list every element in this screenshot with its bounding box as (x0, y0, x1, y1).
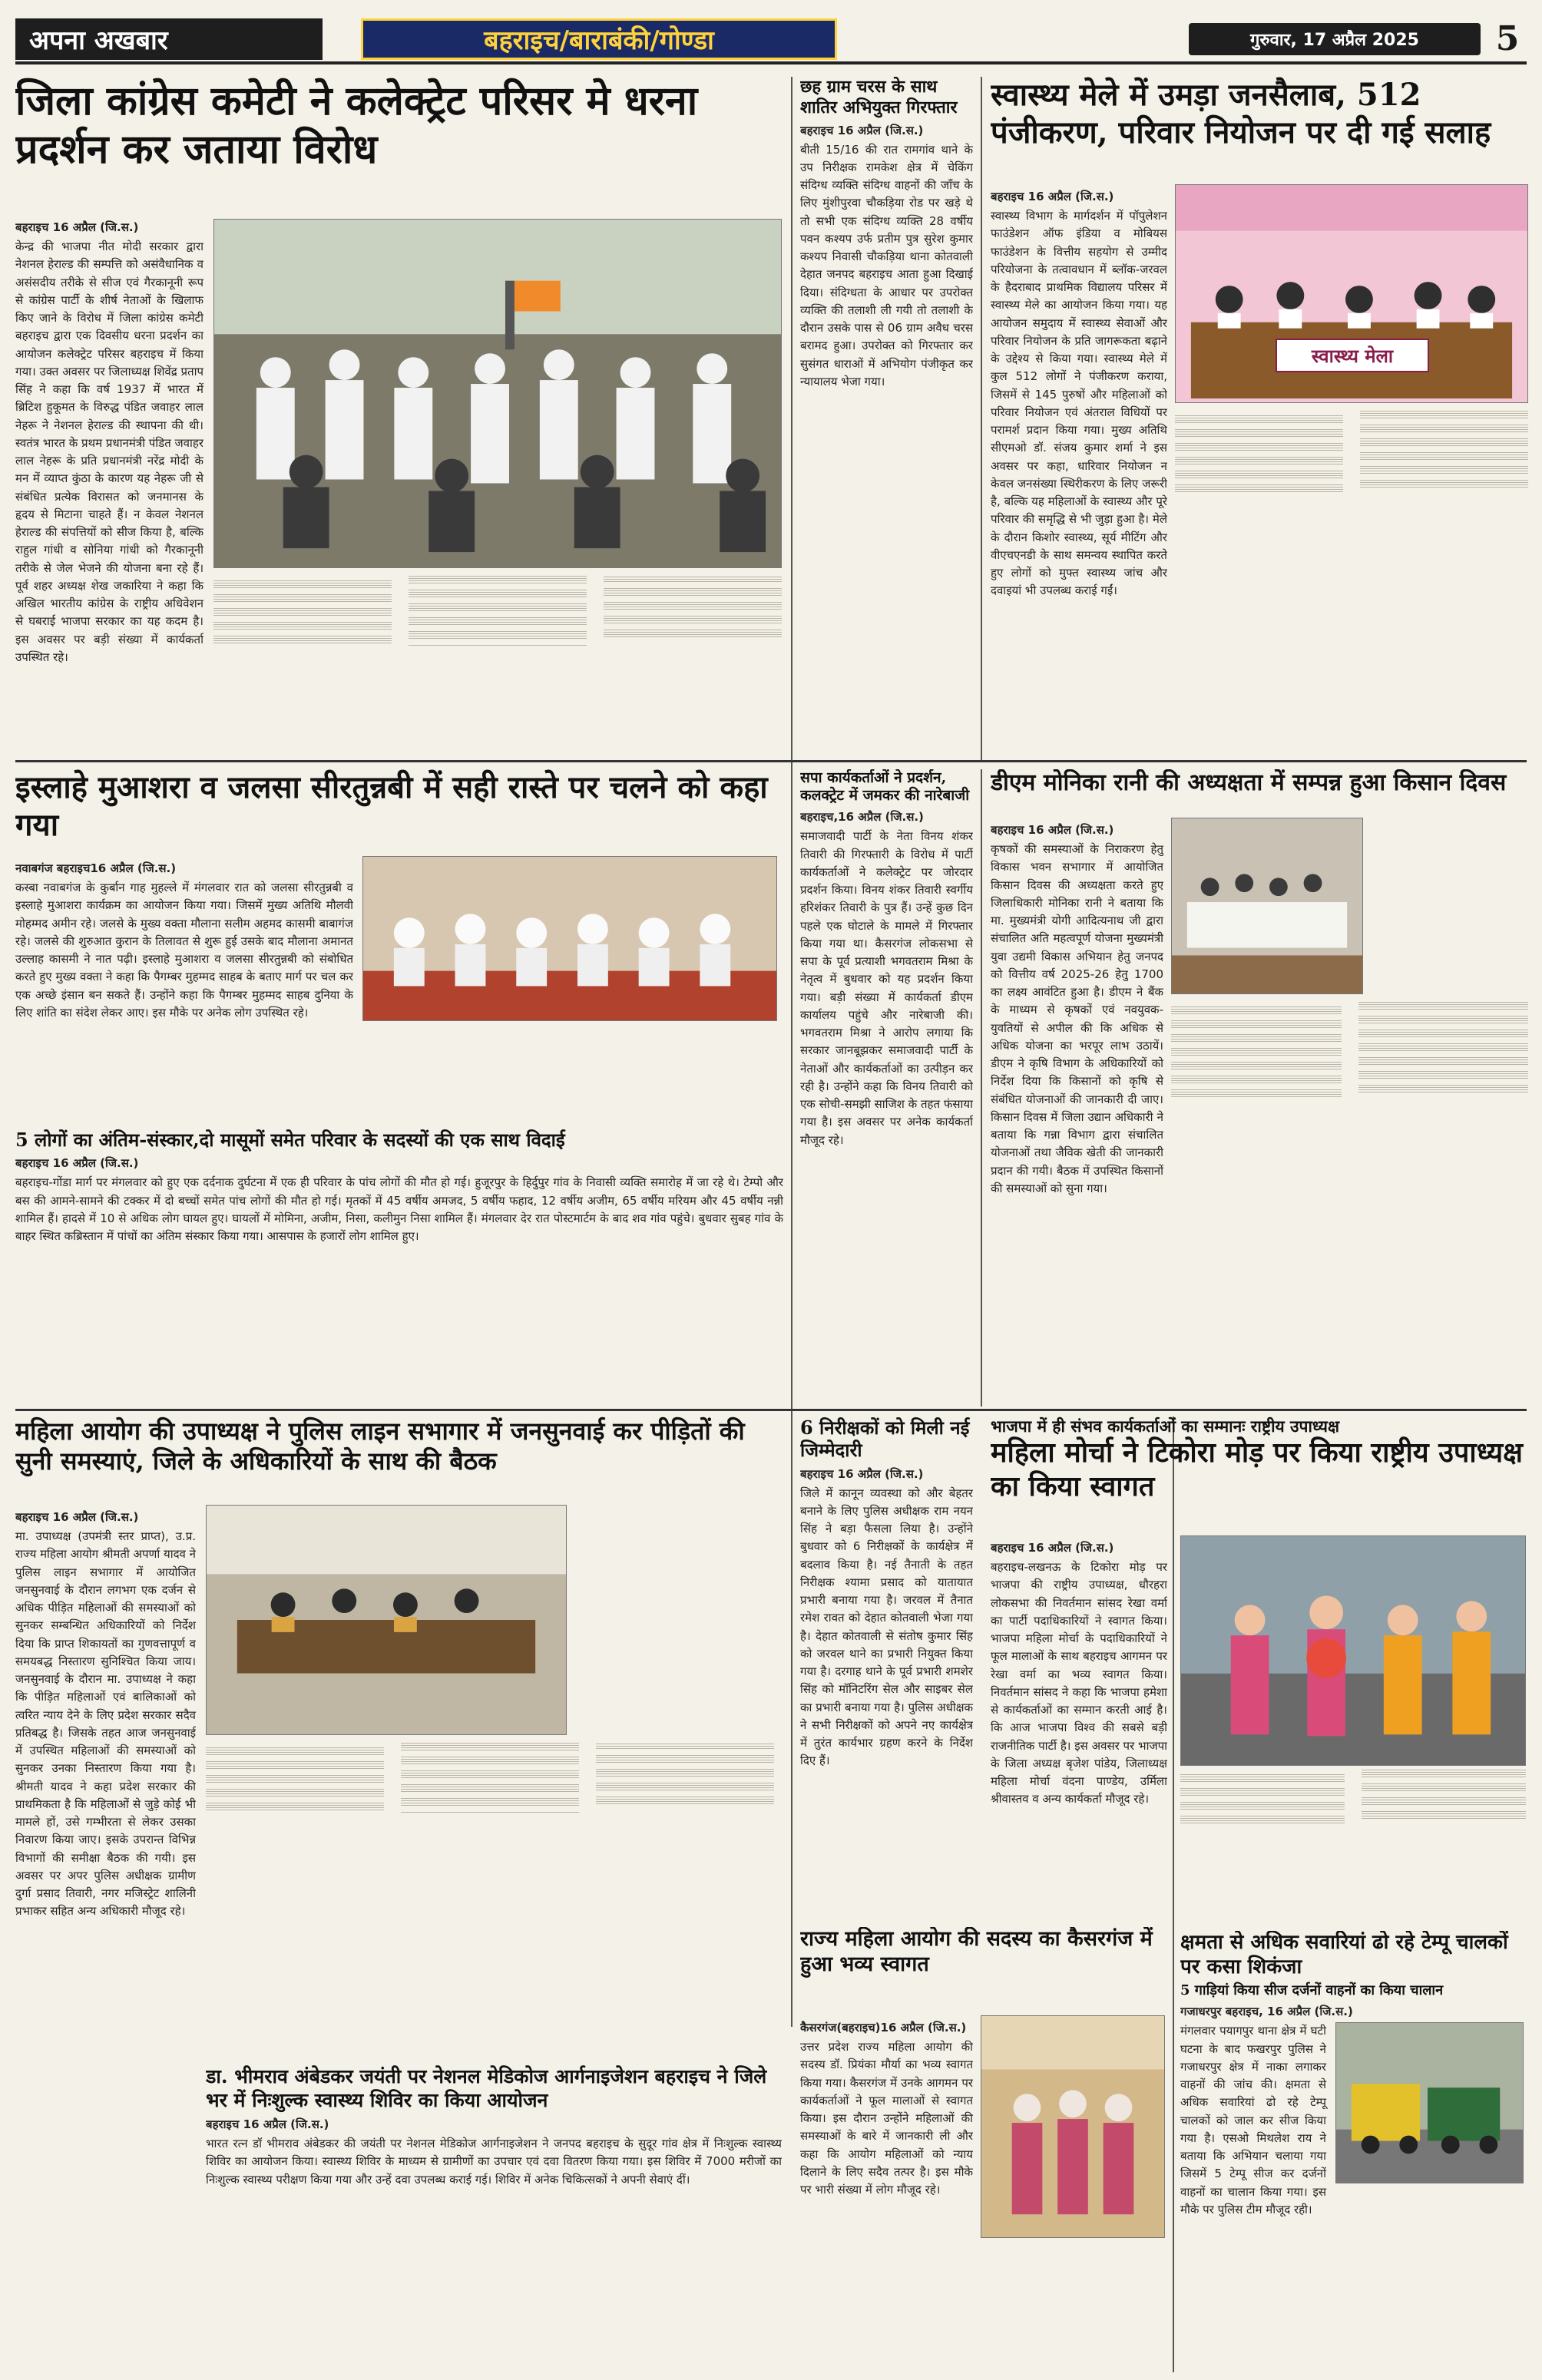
headline: क्षमता से अधिक सवारियां ढो रहे टेम्पू चालकों पर कसा शिकंजा (1180, 1931, 1508, 1978)
masthead (15, 17, 1527, 64)
story-kaisarganj-body (800, 2015, 973, 2372)
story-kisan-diwas-cont (1171, 1002, 1528, 1409)
article-body: जिले में कानून व्यवस्था को और बेहतर बनाने के लिए पुलिस अधीक्षक राम नयन सिंह ने बड़ा फैसला लिया है। उन्होंने बुधवार को 6 निरीक्षकों के कार्यक्षेत्र में बदलाव किया है। नई तैनाती के तहत निरीक्षक श्यामा प्रसाद को यातायात प्रभारी बनाया गया है। जरवल में तैनात रमेश रावत को देहात कोतवाली भेजा गया है। देहात कोतवाली से संतोष कुमार सिंह को जरवल थाने का प्रभारी नियुक्त किया गया है। दरगाह थाने के पूर्व प्रभारी शमशेर सिंह को मॉनिटरिंग सेल और साइबर सेल का प्रभारी बनाया गया है। पुलिस अधीक्षक ने सभी निरीक्षकों को अपने नए कार्यक्षेत्र में तुरंत कार्यभार ग्रहण करने के निर्देश दिए हैं। (800, 1486, 973, 1768)
article-body: कस्बा नवाबगंज के कुर्बान गाह मुहल्ले में मंगलवार रात को जलसा सीरतुन्नबी व इस्लाहे मुआशरा कार्यक्रम का आयोजन किया गया। जिसमें मुख्य अतिथि मौलवी मोहम्मद अमीन रहे। जलसे के मुख्य वक्ता मौलाना सलीम अहमद कासमी बाबागंज रहे। जलसे की शुरुआत कुरान के तिलावत से शुरू हुई उसके बाद मौलाना अमानत उल्लाह कासमी ने नात पढ़ी। इस्लाहे मुआशरा व जलसा सीरतुन्नबी को संबोधित करते हुए मुख्य वक्ता ने कहा कि पैगम्बर मुहम्मद साहब के बताए मार्ग पर चल कर एक अच्छे इंसान बन सकते हैं। उन्होंने कहा कि पैगम्बर मुहम्मद साहब दुनिया के लिए शांति का संदेश लेकर आए। इस मौके पर अनेक लोग उपस्थित रहे। (15, 881, 353, 1020)
masthead-left: अपना अखबार (15, 18, 323, 60)
article-body-cont (1171, 1002, 1528, 1101)
photo-jalsa (362, 856, 777, 1021)
column-rule (791, 77, 793, 2027)
dateline: बहराइच 16 अप्रैल (जि.स.) (206, 2117, 329, 2131)
headline: राज्य महिला आयोग की सदस्य का कैसरगंज में हुआ भव्य स्वागत (800, 1927, 1153, 1976)
headline: छह ग्राम चरस के साथ शातिर अभियुक्त गिरफ्तार (800, 77, 958, 117)
story-mahila-morcha (991, 1416, 1528, 1532)
dateline: बहराइच 16 अप्रैल (जि.स.) (800, 1466, 924, 1481)
masthead-date: गुरुवार, 17 अप्रैल 2025 (1189, 23, 1481, 55)
headline: इस्लाहे मुआशरा व जलसा सीरतुन्नबी में सही रास्ते पर चलने को कहा गया (15, 769, 768, 843)
story-congress-protest-body-left (15, 215, 204, 752)
photo-janasunwai (206, 1505, 567, 1735)
dateline: बहराइच 16 अप्रैल (जि.स.) (991, 190, 1114, 203)
column-rule (981, 769, 982, 1407)
headline: डा. भीमराव अंबेडकर जयंती पर नेशनल मेडिकोज आर्गनाइजेशन बहराइच ने जिले भर में निःशुल्क स्वास्थ्य शिविर का किया आयोजन (206, 2065, 767, 2111)
story-mahila-aayog-cont (206, 1743, 774, 2065)
story-mahila-aayog (15, 1416, 783, 1501)
story-inspectors (800, 1416, 973, 1923)
photo-kaisarganj (981, 2015, 1165, 2238)
story-charas-arrest (800, 77, 973, 760)
article-body: बहराइच-गोंडा मार्ग पर मंगलवार को हुए एक दर्दनाक दुर्घटना में एक ही परिवार के पांच लोगों की मौत हो गई। हुजूरपुर के हिर्दुपुर गांव के निवासी व्यक्ति समारोह में जा रहे थे। टेम्पो और बस की आमने-सामने की टक्कर में दो बच्चों समेत पांच लोगों की मौत हो गई। मृतकों में 45 वर्षीय अमजद, 5 वर्षीय फहाद, 12 वर्षीय अजीम, 65 वर्षीय मरियम और 45 वर्षीय नन्नी शामिल हैं। हादसे में 10 से अधिक लोग घायल हुए। घायलों में मोमिना, अजीम, निसा, कलीमुन निसा शामिल हैं। मंगलवार देर रात पोस्टमार्टम के बाद शव गांव पहुंचे। बुधवार सुबह गांव के बाहर स्थित कब्रिस्तान में पांचों का अंतिम संस्कार किया गया। आसपास के हजारों लोग शामिल हुए। (15, 1175, 783, 1244)
story-congress-protest-body-cont (213, 576, 782, 756)
story-medical-camp (206, 2065, 782, 2372)
story-health-fair-cont (1175, 411, 1528, 756)
dateline: बहराइच 16 अप्रैल (जि.स.) (991, 1541, 1114, 1555)
article-body-cont (213, 576, 782, 646)
story-islahe-muashra (15, 769, 783, 854)
story-kaisarganj (800, 1927, 1169, 2011)
dateline: कैसरगंज(बहराइच)16 अप्रैल (जि.स.) (800, 2021, 967, 2035)
page-number: 5 (1495, 18, 1520, 58)
dateline: बहराइच 16 अप्रैल (जि.स.) (991, 823, 1114, 837)
subhead: 5 गाड़ियां किया सीज दर्जनों वाहनों का किया चालान (1180, 1982, 1444, 1999)
story-sp-protest (800, 769, 973, 1407)
article-body: कृषकों की समस्याओं के निराकरण हेतु विकास भवन सभागार में आयोजित किसान दिवस की अध्यक्षता करते हुए जिलाधिकारी मोनिका रानी ने बताया कि मा. मुख्यमंत्री योगी आदित्यनाथ जी द्वारा संचालित अति महत्वपूर्ण योजना मुख्यमंत्री युवा उद्यमी विकास अभियान हेतु जनपद को वित्तीय वर्ष 2025-26 हेतु 1700 का लक्ष्य आवंटित हुआ है। डीएम ने बैंक के माध्यम से कृषकों एवं नवयुवक-युवतियों से अपील की कि अधिक से अधिक योजना का भरपूर लाभ उठायें। डीएम ने कृषि विभाग के अधिकारियों को निर्देश दिया कि किसानों को कृषि से संबंधित योजनाओं की जानकारी दी जाए। किसान दिवस में जिला उद्यान अधिकारी ने बताया कि गन्ना विभाग द्वारा संचालित योजनाओं तथा जैविक खेती की जानकारी प्रदान की गयी। बैठक में उपस्थित किसानों की समस्याओं को सुना गया। (991, 842, 1163, 1195)
photo-mahila-morcha (1180, 1535, 1526, 1766)
story-islahe-muashra-body (15, 856, 353, 1125)
dateline: बहराइच 16 अप्रैल (जि.स.) (15, 1156, 139, 1171)
article-body: बहराइच-लखनऊ के टिकोरा मोड़ पर भाजपा की राष्ट्रीय उपाध्यक्ष, धौरहरा लोकसभा की निवर्तमान सांसद रेखा वर्मा का पार्टी पदाधिकारियों ने स्वागत किया। भाजपा महिला मोर्चा के पदाधिकारियों ने फूल मालाओं के साथ बहराइच आगमन पर रेखा वर्मा का भव्य स्वागत किया। निवर्तमान सांसद ने कहा कि भाजपा हमेशा से कार्यकर्ताओं का सम्मान करती आई है। कि आज भाजपा विश्व की सबसे बड़ी राजनीतिक पार्टी है। इस अवसर पर भाजपा के जिला अध्यक्ष बृजेश पांडेय, जिलाध्यक्ष महिला मोर्चा वंदना पाण्डेय, उर्मिला श्रीवास्तव व अन्य कार्यकर्ता मौजूद रहे। (991, 1560, 1167, 1806)
section-rule (15, 1409, 1527, 1411)
masthead-edition: बहराइच/बाराबंकी/गोण्डा (361, 18, 837, 60)
article-body: भारत रत्न डॉ भीमराव अंबेडकर की जयंती पर नेशनल मेडिकोज आर्गनाइजेशन ने जनपद बहराइच के सुदूर गांव क्षेत्र में निःशुल्क स्वास्थ्य शिविर का आयोजन किया। स्वास्थ्य शिविर के माध्यम से ग्रामीणों का उपचार एवं दवा वितरण किया गया। इस शिविर में 7000 मरीजों का निःशुल्क स्वास्थ्य परीक्षण किया गया और उन्हें दवा उपलब्ध कराई गई। शिविर में अनेक चिकित्सकों ने अपनी सेवाएं दीं। (206, 2137, 782, 2187)
article-body-cont (1175, 411, 1528, 496)
article-body: उत्तर प्रदेश राज्य महिला आयोग की सदस्य डॉ. प्रियंका मौर्या का भव्य स्वागत किया गया। कैसरगंज में उनके आगमन पर कार्यकर्ताओं ने फूल मालाओं से स्वागत किया। इस दौरान उन्होंने महिलाओं की समस्याओं के बारे में जानकारी ली और कहा कि आयोग महिलाओं को न्याय दिलाने के लिए सदैव तत्पर है। इस मौके पर भारी संख्या में लोग मौजूद रहे। (800, 2040, 973, 2197)
headline: डीएम मोनिका रानी की अध्यक्षता में सम्पन्न हुआ किसान दिवस (991, 769, 1507, 796)
dateline: गजाधरपुर बहराइच, 16 अप्रैल (जि.स.) (1180, 2005, 1353, 2019)
photo-congress-dharna (213, 219, 782, 568)
story-mahila-morcha-cont (1180, 1770, 1526, 1923)
health-fair-banner: स्वास्थ्य मेला (1276, 339, 1429, 372)
story-health-fair-body (991, 184, 1167, 752)
story-mahila-morcha-body (991, 1535, 1167, 1919)
headline: 6 निरीक्षकों को मिली नई जिम्मेदारी (800, 1416, 970, 1462)
kicker: भाजपा में ही संभव कार्यकर्ताओं का सम्मानः राष्ट्रीय उपाध्यक्ष (991, 1416, 1340, 1436)
headline: महिला आयोग की उपाध्यक्ष ने पुलिस लाइन सभागार में जनसुनवाई कर पीड़ितों की सुनी समस्याएं, जिले के अधिकारियों के साथ की बैठक (15, 1416, 745, 1476)
article-body-cont (206, 1743, 774, 1813)
headline: महिला मोर्चा ने टिकोरा मोड़ पर किया राष्ट्रीय उपाध्यक्ष का किया स्वागत (991, 1436, 1523, 1502)
article-body: समाजवादी पार्टी के नेता विनय शंकर तिवारी की गिरफ्तारी के विरोध में पार्टी कार्यकर्ताओं ने कलेक्ट्रेट पर जोरदार प्रदर्शन किया। विनय शंकर तिवारी स्वर्गीय हरिशंकर तिवारी के पुत्र हैं। उन्हें कुछ दिन पहले एक घोटाले के मामले में गिरफ्तार किया गया था। कैसरगंज लोकसभा से सपा के पूर्व प्रत्याशी भगवतराम मिश्रा के नेतृत्व में बुधवार को यह प्रदर्शन किया गया। बड़ी संख्या में कार्यकर्ता डीएम कार्यालय पहुंचे और नारेबाजी की। भगवतराम मिश्रा ने आरोप लगाया कि सरकार जानबूझकर समाजवादी पार्टी के नेताओं और कार्यकर्ताओं का उत्पीड़न कर रही है। उन्होंने कहा कि विनय तिवारी को एक सोची-समझी साजिश के तहत फंसाया गया है। इस अवसर पर अनेक कार्यकर्ता मौजूद रहे। (800, 829, 973, 1147)
article-body: मा. उपाध्यक्ष (उपमंत्री स्तर प्राप्त), उ.प्र. राज्य महिला आयोग श्रीमती अपर्णा यादव ने पुलिस लाइन सभागार में आयोजित जनसुनवाई के दौरान लगभग एक दर्जन से अधिक पीड़ित महिलाओं की समस्याओं को सुनकर सम्बन्धित अधिकारियों को निर्देश दिया कि प्राप्त शिकायतों का गुणवत्तापूर्ण व समयबद्ध निस्तारण सुनिश्चित किया जाय। जनसुनवाई के दौरान मा. उपाध्यक्ष ने कहा कि पीड़ित महिलाओं एवं बालिकाओं को त्वरित न्याय देने के लिए प्रदेश सरकार सदैव प्रतिबद्ध है। जिसके तहत आज जनसुनवाई में उपस्थित महिलाओं की समस्याओं को सुनकर उनका निस्तारण किया गया है। श्रीमती यादव ने कहा प्रदेश सरकार की प्राथमिकता है कि महिलाओं से जुड़े कोई भी मामले हों, उसे गम्भीरता से लेकर उसका निवारण किया जाए। इसके उपरान्त विभिन्न विभागों की समीक्षा बैठक की गयी। इस अवसर पर अपर पुलिस अधीक्षक ग्रामीण दुर्गा प्रसाद तिवारी, नगर मजिस्ट्रेट शालिनी प्रभाकर सहित अन्य अधिकारी मौजूद रहे। (15, 1529, 196, 1919)
tempo-layout (1180, 2022, 1526, 2219)
story-mahila-aayog-body (15, 1505, 196, 2372)
dateline: बहराइच 16 अप्रैल (जि.स.) (800, 123, 924, 137)
story-tempo-crackdown (1180, 1931, 1526, 2372)
article-body: मंगलवार पयागपुर थाना क्षेत्र में घटी घटना के बाद फखरपुर पुलिस ने गजाधरपुर क्षेत्र में नाका लगाकर वाहनों की जांच की। क्षमता से अधिक सवारियां ढो रहे टेम्पू चालकों को जाल कर सीज किया गया है। एसओ मिथलेश राय ने बताया कि अभियान चलाया गया जिसमें 5 टेम्पू सीज कर दर्जनों वाहनों का चालान किया गया। इस मौके पर पुलिस टीम मौजूद रही। (1180, 2024, 1326, 2216)
column-rule (1173, 1416, 1174, 2372)
dateline: बहराइच 16 अप्रैल (जि.स.) (15, 1510, 139, 1524)
column-rule (981, 77, 982, 760)
dateline: बहराइच 16 अप्रैल (जि.स.) (15, 220, 139, 234)
photo-tempo-seized (1335, 2022, 1524, 2183)
article-body: बीती 15/16 की रात रामगांव थाने के उप निरीक्षक रामकेश क्षेत्र में चेकिंग संदिग्ध व्यक्ति संदिग्ध वाहनों की जाँच के लिए मुंशीपुरवा चौकड़िया रोड पर खड़े थे तो सभी एक संदिग्ध व्यक्ति 28 वर्षीय पवन कश्यप उर्फ प्रतीम पुत्र सुरेश कुमार कश्यप निवासी चौकड़िया थाना कोतवाली देहात जनपद बहराइच आता हुआ दिखाई दिया। संदिग्धता के आधार पर उपरोक्त व्यक्ति की तलाशी ली गयी तो तलाशी के दौरान उसके पास से 06 ग्राम अवैध चरस बरामद हुआ। उपरोक्त को गिरफ्तार कर सुसंगत धाराओं में अभियोग पंजीकृत कर न्यायालय भेजा गया। (800, 142, 973, 388)
article-body-cont (1180, 1770, 1526, 1827)
story-funeral (15, 1129, 783, 1397)
photo-health-fair (1175, 184, 1528, 403)
dateline: नवाबगंज बहराइच16 अप्रैल (जि.स.) (15, 861, 177, 875)
dateline: बहराइच,16 अप्रैल (जि.स.) (800, 810, 924, 825)
headline: जिला कांग्रेस कमेटी ने कलेक्ट्रेट परिसर मे धरना प्रदर्शन कर जताया विरोध (15, 78, 698, 174)
story-health-fair (991, 77, 1528, 184)
article-body: केन्द्र की भाजपा नीत मोदी सरकार द्वारा नेशनल हेराल्ड की सम्पत्ति को असंवैधानिक व असंसदीय तरीके से सीज एवं गैरकानूनी रूप से कांग्रेस पार्टी के शीर्ष नेताओं के खिलाफ किए जाने के विरोध में जिला कांग्रेस कमेटी बहराइच द्वारा एक दिवसीय धरना प्रदर्शन का आयोजन कलेक्ट्रेट परिसर बहराइच में किया गया। उक्त अवसर पर जिलाध्यक्ष शिवेंद्र प्रताप सिंह ने कहा कि वर्ष 1937 में भारत में ब्रिटिश हुकूमत के विरुद्ध पंडित जवाहर लाल नेहरू ने नेशनल हेराल्ड की स्थापना की थी। स्वतंत्र भारत के प्रथम प्रधानमंत्री पंडित जवाहर लाल नेहरू के प्रति प्रधानमंत्री नरेंद्र मोदी के मन में व्याप्त कुंठा के कारण यह नेहरू जी से संबंधित प्रत्येक विरासत को जनमानस के हृदय से मिटाना चाहते हैं। न केवल नेशनल हेराल्ड की संपत्तियों को सीज किया है, बल्कि राहुल गांधी व सोनिया गांधी को गैरकानूनी तरीके से जेल भेजने की योजना बना रहे हैं। पूर्व शहर अध्यक्ष शेख जकारिया ने कहा कि अखिल भारतीय कांग्रेस के राष्ट्रीय अधिवेशन से घबराई भाजपा सरकार का यह कदम है। इस अवसर पर बड़ी संख्या में कार्यकर्ता उपस्थित रहे। (15, 240, 204, 664)
section-rule (15, 760, 1527, 762)
headline: स्वास्थ्य मेले में उमड़ा जनसैलाब, 512 पंजीकरण, परिवार नियोजन पर दी गई सलाह (991, 77, 1491, 150)
story-kisan-diwas (991, 769, 1528, 812)
article-body: स्वास्थ्य विभाग के मार्गदर्शन में पॉपुलेशन फाउंडेशन ऑफ इंडिया व मोबियस फाउंडेशन के वित्तीय सहयोग से उम्मीद परियोजना के तत्वावधान में ब्लॉक-जरवल के हैदराबाद प्राथमिक विद्यालय परिसर में स्वास्थ्य मेले का आयोजन किया गया। यह आयोजन समुदाय में स्वास्थ्य सेवाओं और परिवार नियोजन के प्रति जागरूकता बढ़ाने के उद्देश्य से किया गया। स्वास्थ्य मेले में कुल 512 लोगों ने पंजीकरण कराया, जिसमें से 145 पुरुषों और महिलाओं को परिवार नियोजन एवं अंतराल विधियों पर परामर्श प्रदान किया गया। मुख्य अतिथि सीएमओ डॉ. संजय कुमार शर्मा ने इस अवसर पर कहा, धारिवार नियोजन न केवल जनसंख्या स्थिरीकरण के लिए जरूरी है, बल्कि यह महिलाओं के स्वास्थ्य और पूरे परिवार की समृद्धि से भी जुड़ा हुआ है। मेले के दौरान किशोर स्वास्थ्य, सूर्य मीटिंग और वीएचएनडी के साथ समन्वय स्थापित करते हुए लोगों को मुफ्त स्वास्थ्य जांच और दवाइयां भी उपलब्ध कराई गईं। (991, 209, 1167, 598)
photo-kisan-diwas (1171, 818, 1363, 994)
story-kisan-diwas-body (991, 818, 1163, 1409)
headline: सपा कार्यकर्ताओं ने प्रदर्शन, कलक्ट्रेट में जमकर की नारेबाजी (800, 769, 970, 805)
headline: 5 लोगों का अंतिम-संस्कार,दो मासूमों समेत परिवार के सदस्यों की एक साथ विदाई (15, 1129, 565, 1151)
